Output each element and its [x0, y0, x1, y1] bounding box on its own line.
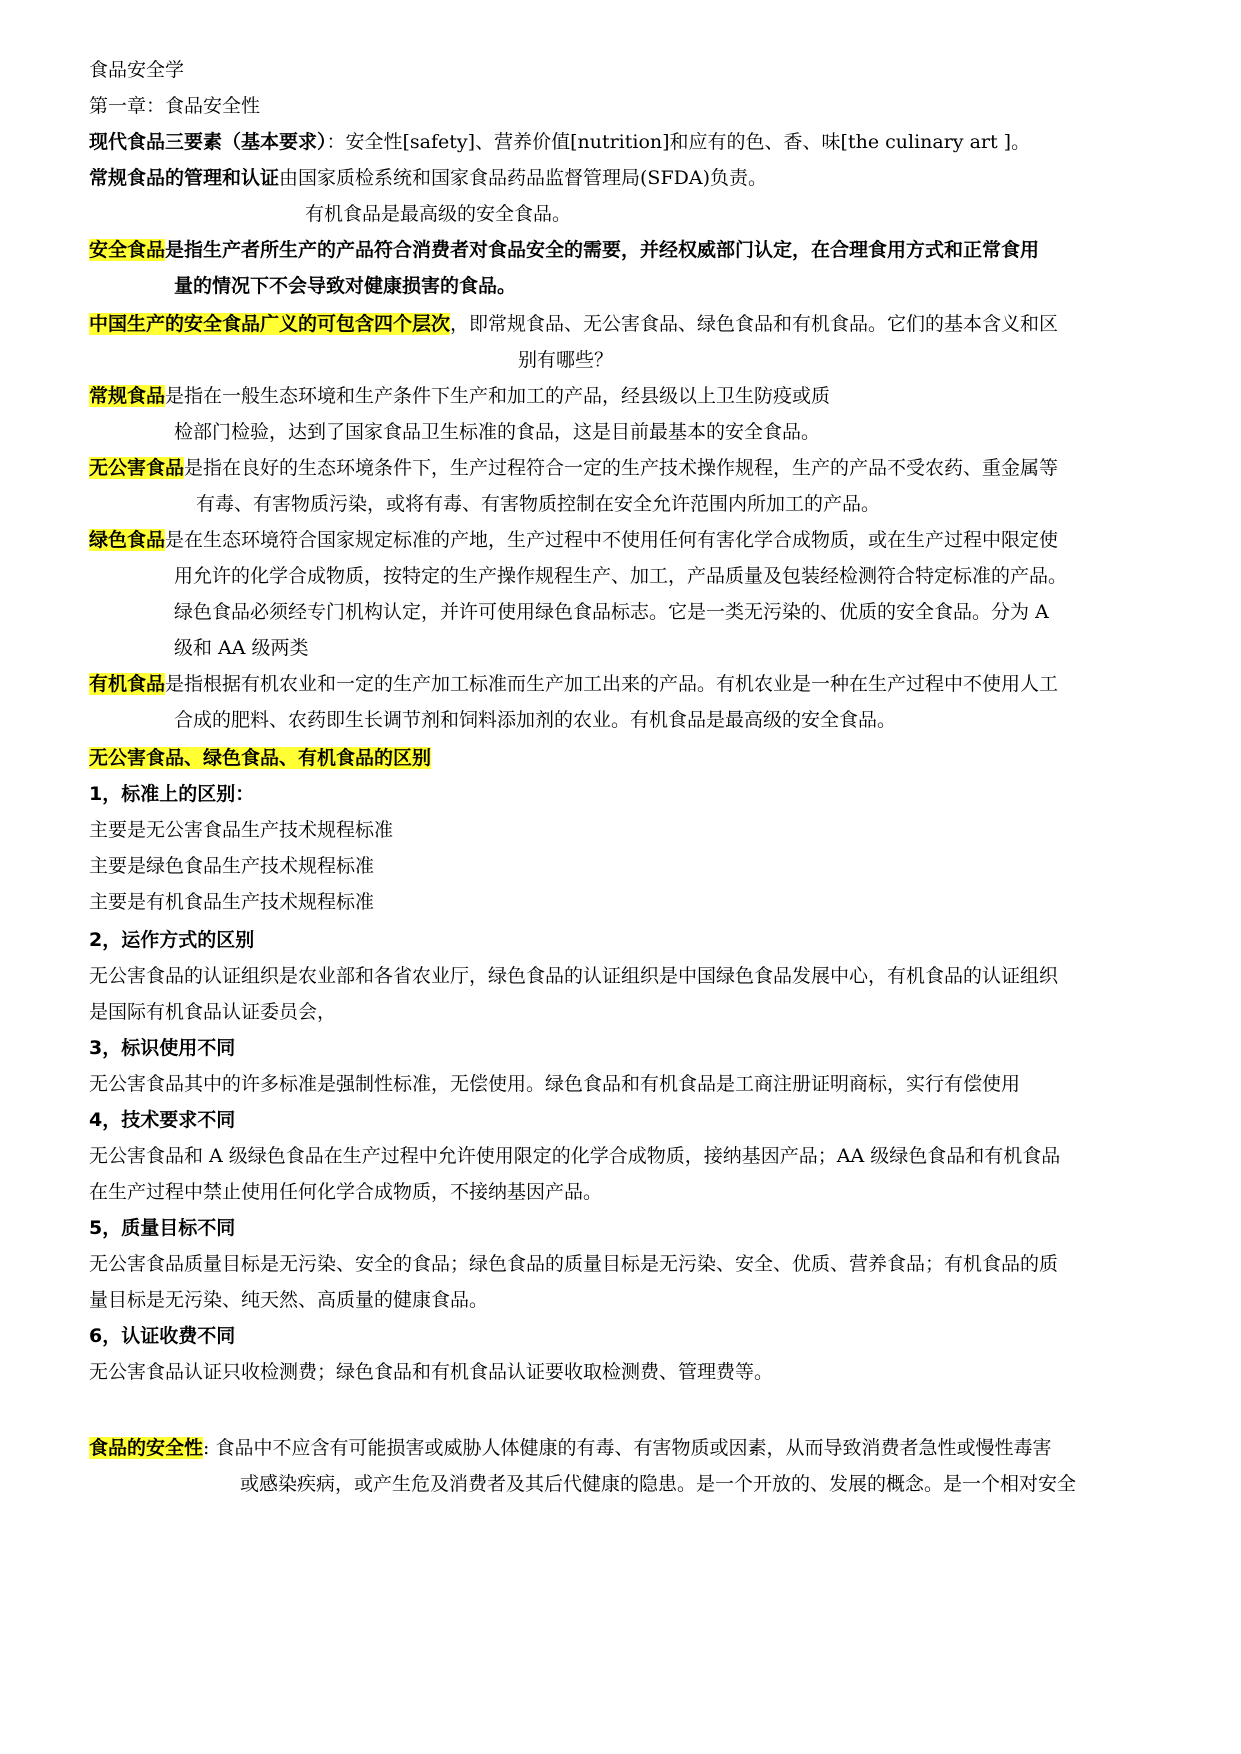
safety-def-2: 或感染疾病，或产生危及消费者及其后代健康的隐患。是一个开放的、发展的概念。是一个相对安全 [240, 1473, 1077, 1495]
three-elements-text: ：安全性[safety]、营养价值[nutrition]和应有的色、香、味[the culinary art ]。 [326, 131, 1031, 153]
section-1-heading: 1，标准上的区别： [89, 783, 255, 805]
section-3-heading: 3，标识使用不同 [89, 1037, 236, 1059]
section-1-line-1: 主要是无公害食品生产技术规程标准 [89, 819, 394, 841]
safety-term: 食品的安全性 [89, 1437, 204, 1459]
section-6-heading: 6，认证收费不同 [89, 1325, 236, 1347]
pollution-free-term: 无公害食品 [89, 457, 185, 479]
regular-mgmt-label: 常规食品的管理和认证 [89, 167, 280, 189]
regular-def-2: 检部门检验，达到了国家食品卫生标准的食品，这是目前最基本的安全食品。 [174, 421, 821, 443]
diff-heading-line [89, 744, 1191, 772]
section-2-heading: 2，运作方式的区别 [89, 929, 255, 951]
section-5-line-2: 量目标是无污染、纯天然、高质量的健康食品。 [89, 1289, 489, 1311]
safe-food-term: 安全食品 [89, 239, 166, 261]
diff-heading: 无公害食品、绿色食品、有机食品的区别 [89, 747, 432, 769]
safety-def-1: : 食品中不应含有可能损害或威胁人体健康的有毒、有害物质或因素，从而导致消费者急性或慢性毒害 [203, 1437, 1052, 1459]
safety-line-1 [89, 1434, 1191, 1462]
levels-term: 中国生产的安全食品广义的可包含四个层次 [89, 313, 451, 335]
pollution-free-def-2: 有毒、有害物质污染，或将有毒、有害物质控制在安全允许范围内所加工的产品。 [196, 493, 881, 515]
levels-text-2: 别有哪些？ [518, 349, 614, 371]
pollution-free-def-1: 是指在良好的生态环境条件下，生产过程符合一定的生产技术操作规程，生产的产品不受农药、重金属等 [184, 457, 1059, 479]
regular-mgmt-line [89, 164, 1191, 192]
section-1-line-2: 主要是绿色食品生产技术规程标准 [89, 855, 375, 877]
section-5-heading: 5，质量目标不同 [89, 1217, 236, 1239]
green-def-3: 绿色食品必须经专门机构认定，并许可使用绿色食品标志。它是一类无污染的、优质的安全食品。分为 A [174, 601, 1049, 623]
section-1-line-3: 主要是有机食品生产技术规程标准 [89, 891, 375, 913]
regular-term: 常规食品 [89, 385, 166, 407]
section-4-line-1: 无公害食品和 A 级绿色食品在生产过程中允许使用限定的化学合成物质，接纳基因产品；AA 级绿色食品和有机食品 [89, 1145, 1061, 1167]
levels-text-1: ，即常规食品、无公害食品、绿色食品和有机食品。它们的基本含义和区 [450, 313, 1059, 335]
section-4-line-2: 在生产过程中禁止使用任何化学合成物质，不接纳基因产品。 [89, 1181, 603, 1203]
organic-line-1 [89, 670, 1191, 698]
green-def-4: 级和 AA 级两类 [174, 637, 309, 659]
regular-def-1: 是指在一般生态环境和生产条件下生产和加工的产品，经县级以上卫生防疫或质 [165, 385, 831, 407]
green-line-1 [89, 526, 1191, 554]
safe-food-line-1 [89, 236, 1191, 264]
green-def-2: 用允许的化学合成物质，按特定的生产操作规程生产、加工，产品质量及包装经检测符合特定标准的产品。 [174, 565, 1068, 587]
levels-line-1 [89, 310, 1191, 338]
chapter-title: 第一章：食品安全性 [89, 95, 261, 117]
organic-highest-note: 有机食品是最高级的安全食品。 [305, 203, 572, 225]
three-elements-line [89, 128, 1191, 156]
doc-title: 食品安全学 [89, 59, 185, 81]
section-4-heading: 4，技术要求不同 [89, 1109, 236, 1131]
regular-line-1 [89, 382, 1191, 410]
section-3-line-1: 无公害食品其中的许多标准是强制性标准，无偿使用。绿色食品和有机食品是工商注册证明商标，实行有偿使用 [89, 1073, 1021, 1095]
green-term: 绿色食品 [89, 529, 166, 551]
section-5-line-1: 无公害食品质量目标是无污染、安全的食品；绿色食品的质量目标是无污染、安全、优质、营养食品；有机食品的质 [89, 1253, 1059, 1275]
section-6-line-1: 无公害食品认证只收检测费；绿色食品和有机食品认证要收取检测费、管理费等。 [89, 1361, 774, 1383]
pollution-free-line-1 [89, 454, 1191, 482]
organic-def-1: 是指根据有机农业和一定的生产加工标准而生产加工出来的产品。有机农业是一种在生产过程中不使用人工 [165, 673, 1059, 695]
three-elements-label: 现代食品三要素（基本要求） [89, 131, 327, 153]
safe-food-def-1: 是指生产者所生产的产品符合消费者对食品安全的需要，并经权威部门认定，在合理食用方式和正常食用 [165, 239, 1040, 261]
safe-food-def-2: 量的情况下不会导致对健康损害的食品。 [174, 275, 517, 297]
section-2-line-2: 是国际有机食品认证委员会， [89, 1001, 337, 1023]
section-2-line-1: 无公害食品的认证组织是农业部和各省农业厅，绿色食品的认证组织是中国绿色食品发展中心，有机食品的认证组织 [89, 965, 1059, 987]
regular-mgmt-text: 由国家质检系统和国家食品药品监督管理局(SFDA)负责。 [279, 167, 767, 189]
green-def-1: 是在生态环境符合国家规定标准的产地，生产过程中不使用任何有害化学合成物质，或在生产过程中限定使 [165, 529, 1059, 551]
organic-def-2: 合成的肥料、农药即生长调节剂和饲料添加剂的农业。有机食品是最高级的安全食品。 [174, 709, 897, 731]
organic-term: 有机食品 [89, 673, 166, 695]
